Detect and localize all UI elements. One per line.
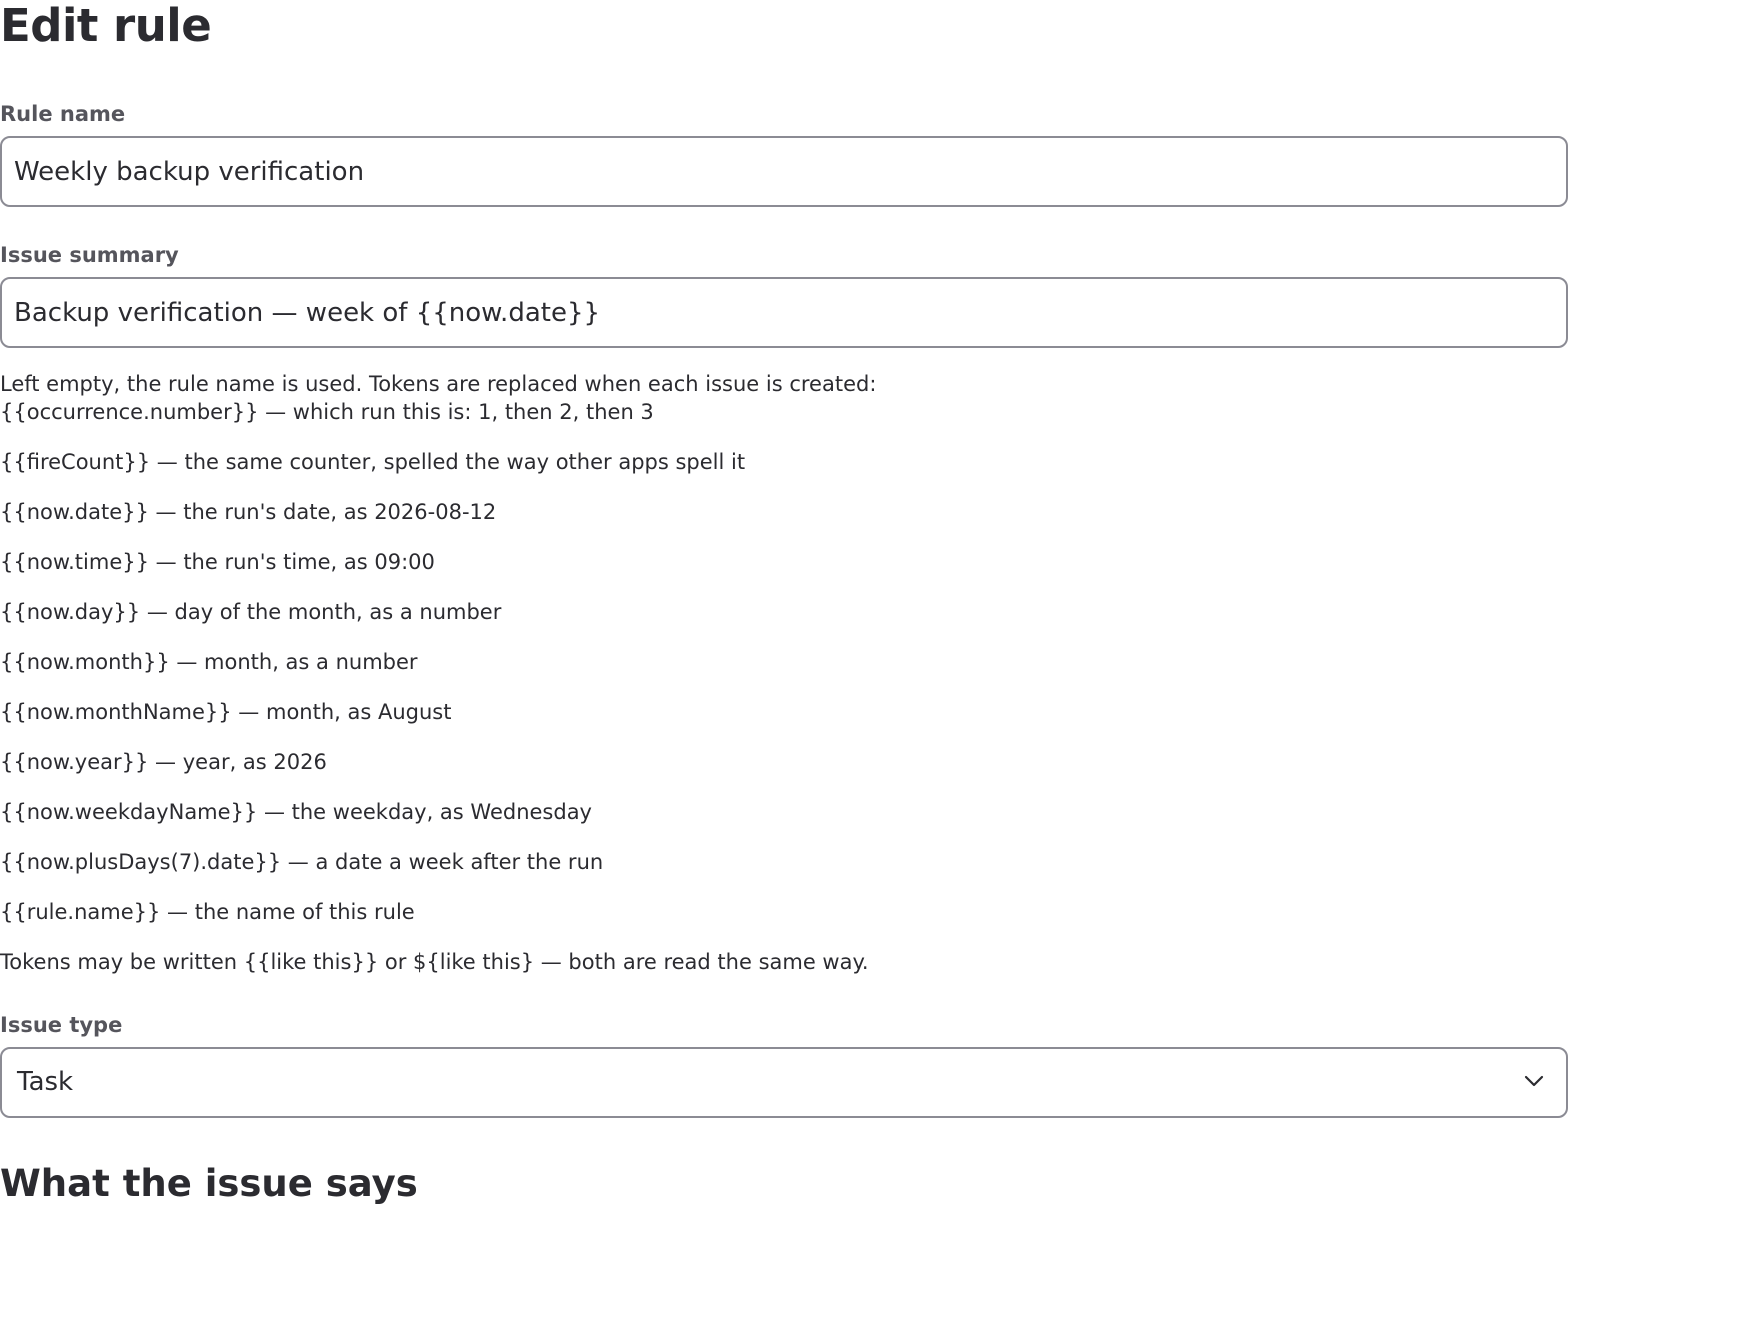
token-help-item: {{now.month}} — month, as a number [0,650,418,674]
issue-summary-label: Issue summary [0,243,179,267]
issue-type-label: Issue type [0,1013,123,1037]
issue-type-select[interactable] [0,1047,1568,1118]
token-help-item: {{now.weekdayName}} — the weekday, as Wednesday [0,800,592,824]
token-help [0,370,1568,976]
section-title: What the issue says [0,1162,418,1205]
help-intro: Left empty, the rule name is used. Tokens are replaced when each issue is created: [0,372,877,396]
token-help-item: {{now.plusDays(7).date}} — a date a week after the run [0,850,604,874]
chevron-down-icon [1524,1074,1544,1088]
token-help-item: {{now.year}} — year, as 2026 [0,750,327,774]
token-help-item: {{fireCount}} — the same counter, spelled the way other apps spell it [0,450,746,474]
issue-summary-input[interactable] [0,277,1568,348]
rule-name-input[interactable] [0,136,1568,207]
token-help-item: {{now.day}} — day of the month, as a number [0,600,502,624]
help-footnote: Tokens may be written {{like this}} or ${like this} — both are read the same way. [0,950,869,974]
token-help-item: {{rule.name}} — the name of this rule [0,900,415,924]
issue-type-selected-value: Task [17,1067,74,1097]
token-help-item: {{occurrence.number}} — which run this is: 1, then 2, then 3 [0,400,654,424]
page-title: Edit rule [0,0,212,52]
token-help-item: {{now.monthName}} — month, as August [0,700,452,724]
rule-name-label: Rule name [0,102,126,126]
token-help-item: {{now.time}} — the run's time, as 09:00 [0,550,435,574]
token-help-item: {{now.date}} — the run's date, as 2026-08-12 [0,500,497,524]
